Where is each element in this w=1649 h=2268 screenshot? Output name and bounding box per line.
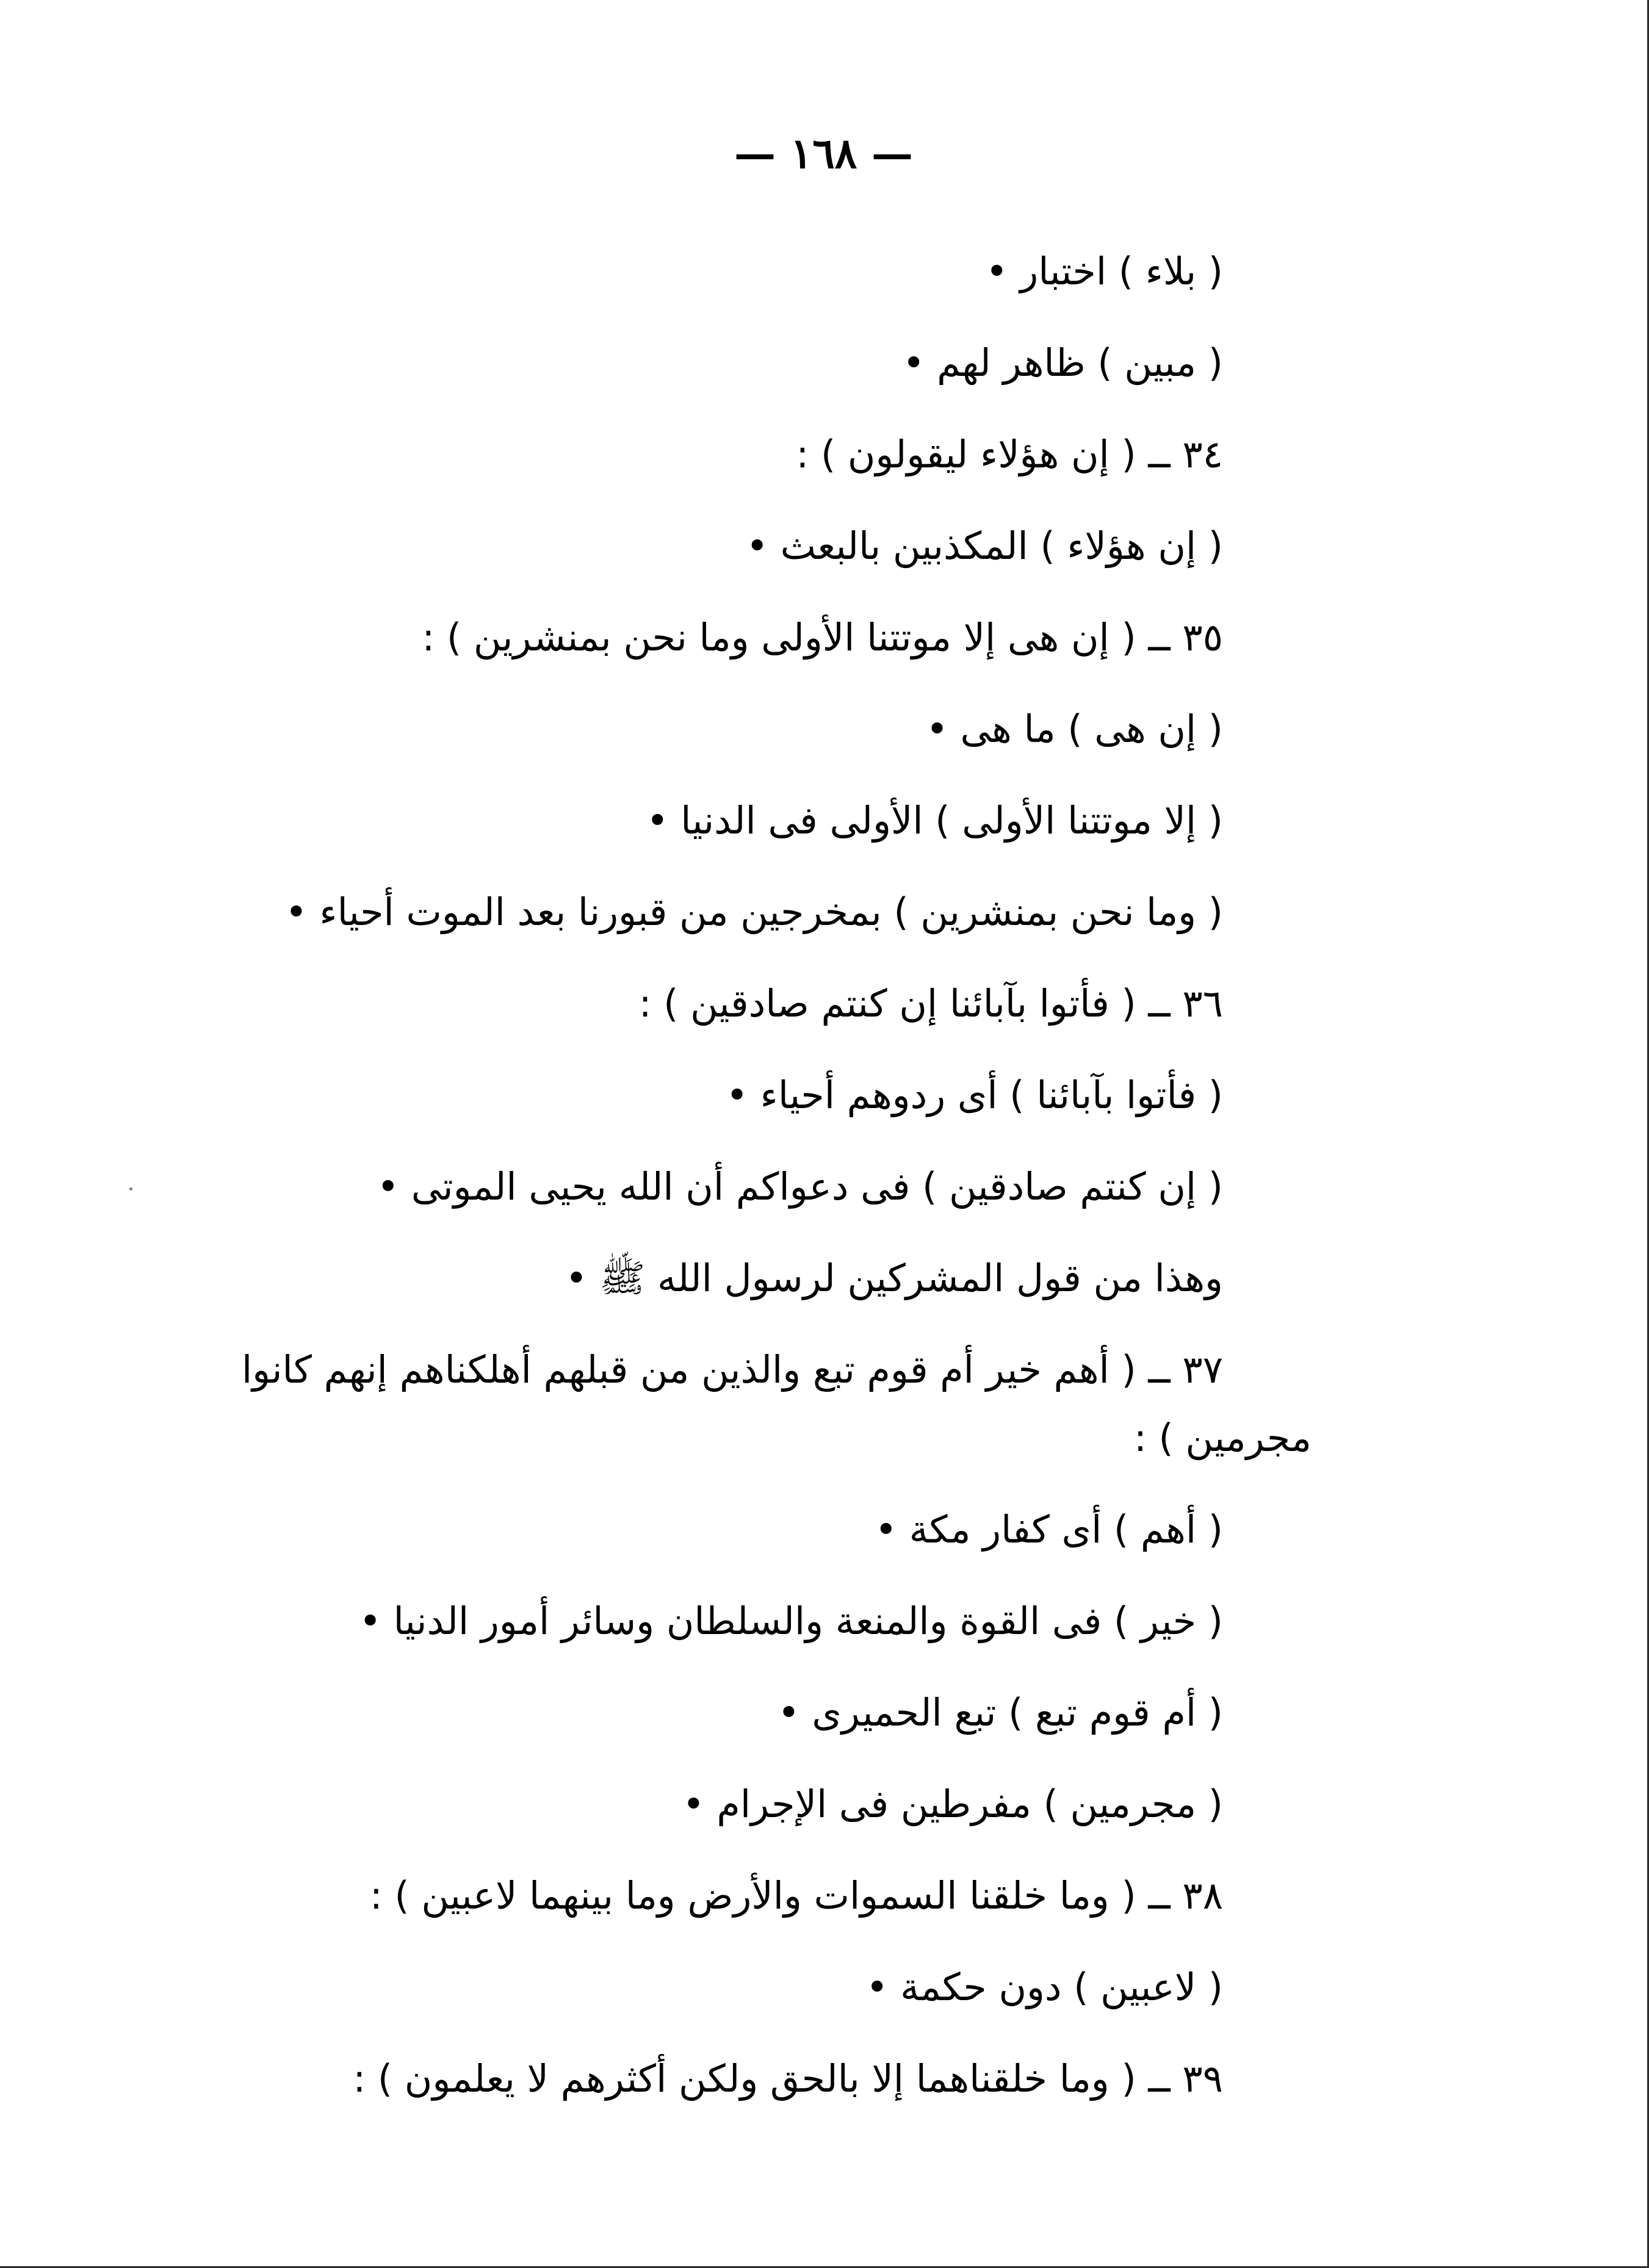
text-line: ( أم قوم تبع ) تبع الحميرى •: [778, 1690, 1223, 1735]
text-line: ( مبين ) ظاهر لهم •: [902, 340, 1223, 385]
text-line: ( فأتوا بآبائنا ) أى ردوهم أحياء •: [726, 1073, 1223, 1117]
text-line: وهذا من قول المشركين لرسول الله ﷺ •: [565, 1256, 1223, 1300]
text-line: ٣٥ ــ ( إن هى إلا موتتنا الأولى وما نحن بمنشرين ) :: [422, 615, 1223, 660]
text-line: ( وما نحن بمنشرين ) بمخرجين من قبورنا بعد الموت أحياء •: [285, 890, 1223, 934]
text-line: ٣٨ ــ ( وما خلقنا السموات والأرض وما بينهما لاعبين ) :: [369, 1873, 1223, 1918]
text-line: ( إن هى ) ما هى •: [926, 707, 1223, 751]
commentary-text: [149, 241, 1312, 2140]
page-number: — ١٦٨ —: [734, 129, 913, 178]
text-line: ( بلاء ) اختبار •: [986, 249, 1223, 293]
scan-speck: [129, 1187, 132, 1190]
text-line: ( لاعبين ) دون حكمة •: [865, 1965, 1223, 2009]
text-line: ( إن كنتم صادقين ) فى دعواكم أن الله يحيى الموتى •: [377, 1164, 1223, 1209]
text-line: ٣٦ ــ ( فأتوا بآبائنا إن كنتم صادقين ) :: [638, 981, 1223, 1026]
text-line: ٣٧ ــ ( أهم خير أم قوم تبع والذين من قبلهم أهلكناهم إنهم كانوا: [241, 1347, 1223, 1392]
text-line: ٣٤ ــ ( إن هؤلاء ليقولون ) :: [796, 432, 1223, 477]
text-line: ( خير ) فى القوة والمنعة والسلطان وسائر أمور الدنيا •: [359, 1599, 1223, 1643]
text-line: ( إن هؤلاء ) المكذبين بالبعث •: [746, 524, 1223, 568]
text-line: ( أهم ) أى كفار مكة •: [875, 1507, 1223, 1552]
text-line: ( إلا موتتنا الأولى ) الأولى فى الدنيا •: [646, 798, 1223, 843]
text-line: ( مجرمين ) مفرطين فى الإجرام •: [682, 1782, 1223, 1826]
text-line-continuation: مجرمين ) :: [1133, 1416, 1312, 1460]
text-line: ٣٩ ــ ( وما خلقناهما إلا بالحق ولكن أكثرهم لا يعلمون ) :: [353, 2056, 1223, 2101]
